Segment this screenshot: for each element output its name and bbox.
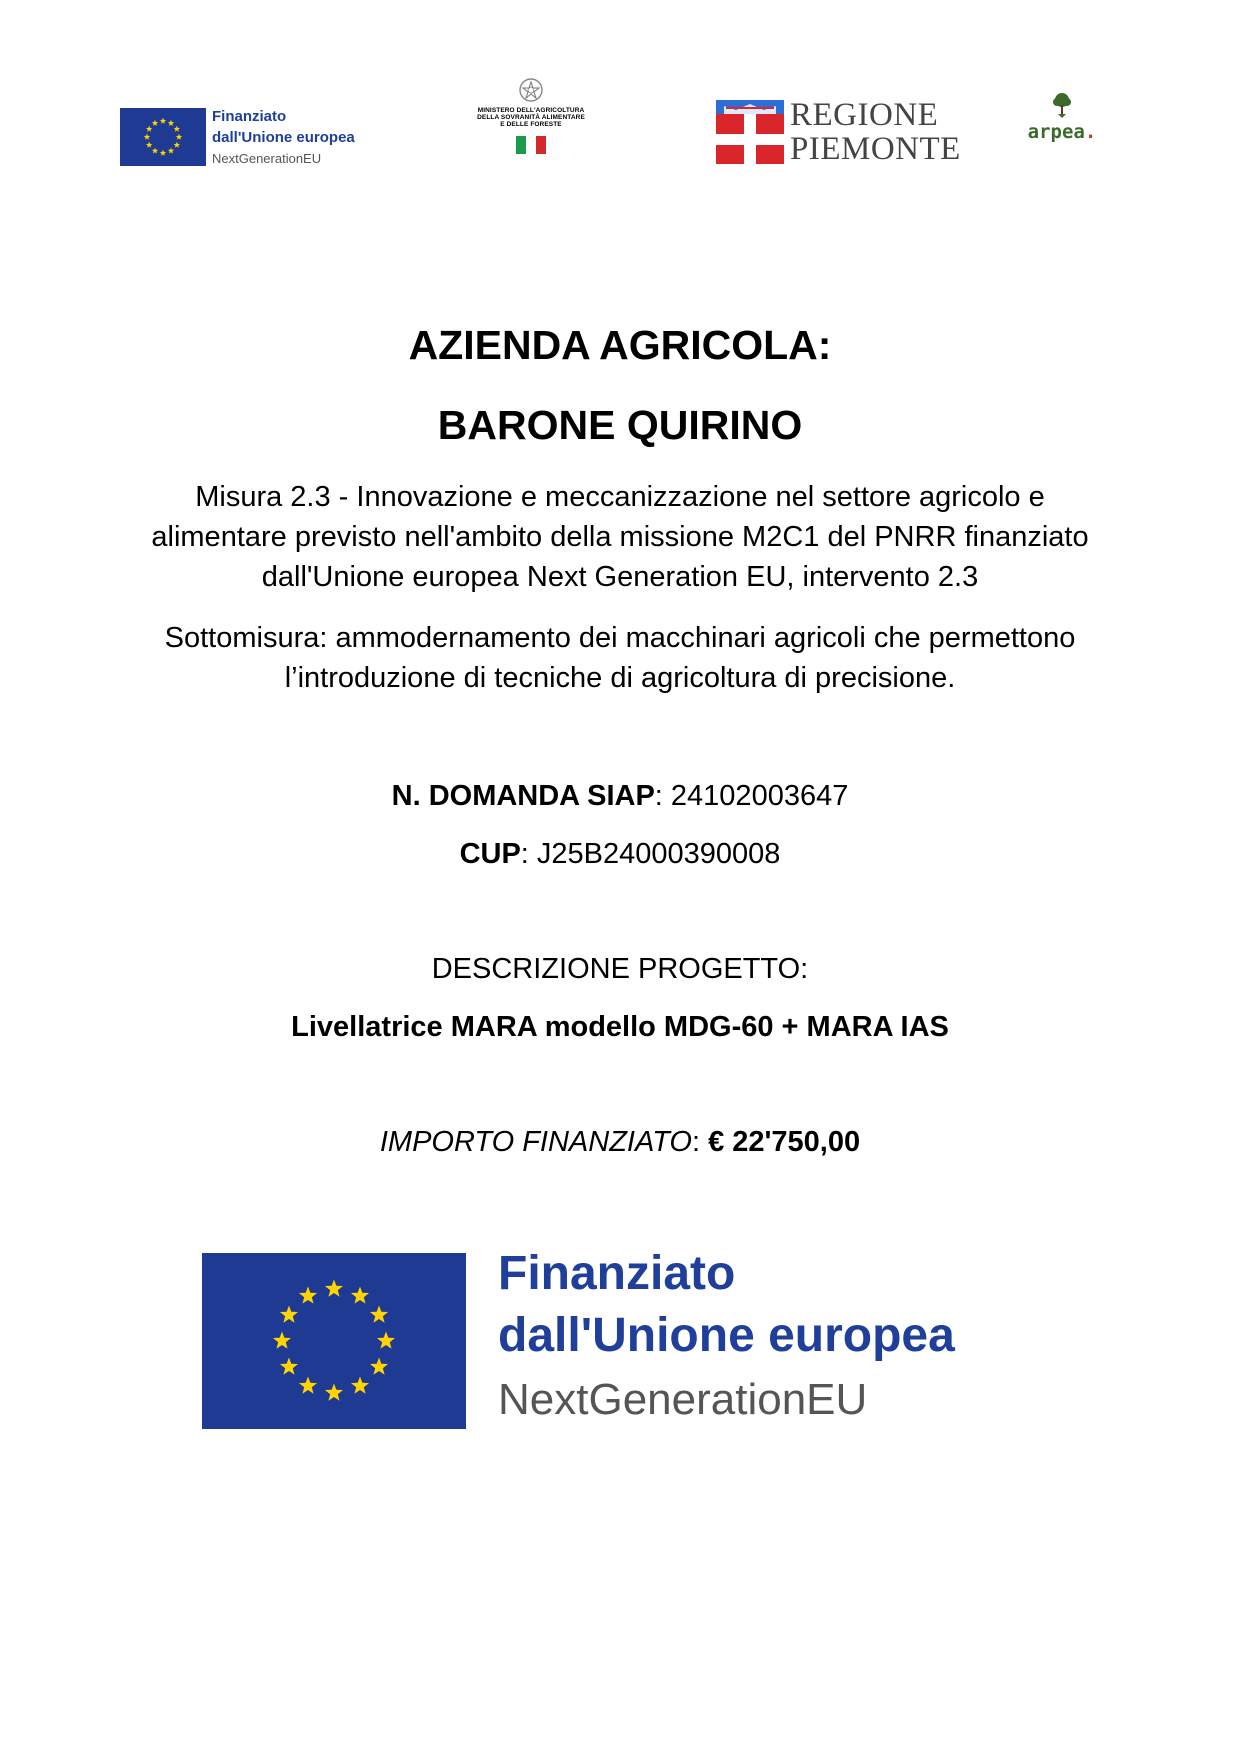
eu-star-icon [144, 134, 150, 140]
funding-amount-line [60, 1122, 1180, 1162]
eu-flag-icon [202, 1253, 466, 1429]
measure-line3: dall'Unione europea Next Generation EU, intervento 2.3 [261, 561, 979, 593]
eu-funding-logo-large [196, 1243, 1026, 1433]
cup-separator: : [520, 838, 529, 870]
piemonte-line1: REGIONE [790, 97, 939, 133]
eu-star-icon [280, 1306, 298, 1323]
eu-logo-line2: dall'Unione europea [212, 129, 355, 146]
arpea-dot: . [1084, 121, 1097, 143]
application-number [60, 776, 1180, 816]
masaf-line1: MINISTERO DELL'AGRICOLTURA [477, 107, 585, 114]
submeasure-description [60, 618, 1180, 698]
tree-icon [1050, 92, 1074, 118]
masaf-line2: DELLA SOVRANITÀ ALIMENTARE [477, 114, 585, 121]
cup-code [60, 834, 1180, 874]
eu-star-icon [299, 1286, 317, 1303]
eu-star-icon [160, 150, 166, 156]
eu-star-icon [325, 1280, 343, 1297]
project-label: DESCRIZIONE PROGETTO: [431, 953, 809, 985]
arpea-name: arpea [1027, 121, 1085, 143]
masaf-line3: E DELLE FORESTE [500, 121, 562, 128]
company-name: BARONE QUIRINO [437, 402, 803, 448]
eu-star-icon [146, 126, 152, 132]
application-value: 24102003647 [670, 780, 849, 812]
eu-star-icon [146, 142, 152, 148]
republic-emblem-icon [518, 76, 544, 104]
eu-star-icon [370, 1358, 388, 1375]
eu-star-icon [273, 1332, 291, 1349]
funding-label: IMPORTO FINANZIATO [379, 1126, 692, 1158]
submeasure-line1: Sottomisura: ammodernamento dei macchinari agricoli che permettono [164, 622, 1076, 654]
measure-line2: alimentare previsto nell'ambito della missione M2C1 del PNRR finanziato [151, 521, 1089, 553]
eu-star-icon [152, 120, 158, 126]
eu-star-icon [168, 147, 174, 153]
eu-star-icon [370, 1306, 388, 1323]
eu-star-icon [325, 1384, 343, 1401]
piemonte-shield-icon [716, 100, 784, 164]
project-description: Livellatrice MARA modello MDG-60 + MARA IAS [291, 1011, 949, 1043]
eu-star-icon [168, 120, 174, 126]
funding-amount: € 22'750,00 [708, 1126, 861, 1158]
regione-piemonte-logo [716, 97, 961, 168]
eu-star-icon [176, 134, 182, 140]
eu-star-icon [299, 1377, 317, 1394]
application-label: N. DOMANDA SIAP [391, 780, 655, 812]
eu-star-icon [160, 118, 166, 124]
footer-logo-line2: dall'Unione europea [498, 1309, 955, 1362]
arpea-logo [1022, 92, 1102, 144]
footer-logo-line3: NextGenerationEU [498, 1375, 868, 1424]
eu-star-icon [351, 1377, 369, 1394]
cup-value: J25B24000390008 [536, 838, 781, 870]
italian-flag-icon [516, 136, 546, 154]
eu-star-icon [174, 126, 180, 132]
masaf-logo [456, 76, 606, 172]
eu-star-icon [174, 142, 180, 148]
footer-logo-line1: Finanziato [498, 1247, 736, 1300]
cup-label: CUP [459, 838, 521, 870]
eu-star-icon [152, 147, 158, 153]
submeasure-line2: l’introduzione di tecniche di agricoltura di precisione. [284, 662, 956, 694]
measure-description [60, 477, 1180, 597]
piemonte-line2: PIEMONTE [790, 131, 961, 167]
eu-star-icon [351, 1286, 369, 1303]
measure-line1: Misura 2.3 - Innovazione e meccanizzazione nel settore agricolo e [195, 481, 1045, 513]
eu-logo-line3: NextGenerationEU [212, 151, 322, 166]
company-label: AZIENDA AGRICOLA: [408, 322, 832, 368]
funding-separator: : [691, 1126, 700, 1158]
application-separator: : [654, 780, 663, 812]
eu-flag-icon [120, 108, 206, 166]
eu-funding-logo-small [120, 106, 390, 168]
eu-star-icon [377, 1332, 395, 1349]
eu-logo-line1: Finanziato [212, 108, 287, 125]
eu-star-icon [280, 1358, 298, 1375]
